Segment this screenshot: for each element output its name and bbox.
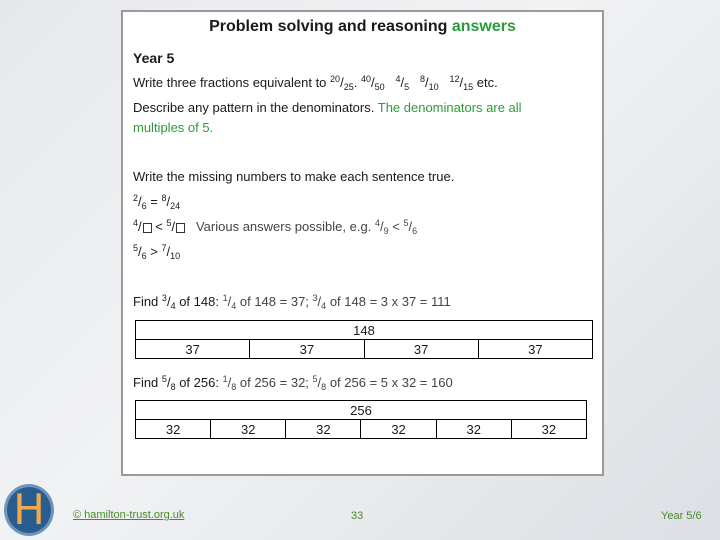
bar-part: 32 bbox=[211, 420, 286, 439]
bar-part: 32 bbox=[511, 420, 586, 439]
bar-part: 37 bbox=[136, 340, 250, 359]
answer-2-line1: The denominators are all bbox=[377, 100, 522, 115]
question-1: Write three fractions equivalent to $^{20}/_{25}$. $^{40}/_{50}$ $^4/_5$ $^8/_{10}$ $^{12}/_{15}$ etc. bbox=[133, 74, 498, 92]
missing-box-1 bbox=[143, 223, 152, 233]
copyright-link[interactable]: © hamilton-trust.org.uk bbox=[73, 509, 185, 521]
page-title: Problem solving and reasoning answers bbox=[209, 18, 516, 35]
bar-model-256 bbox=[135, 400, 587, 439]
bar-total: 256 bbox=[136, 401, 587, 420]
hamilton-logo-icon: H bbox=[4, 484, 54, 536]
year-heading: Year 5 bbox=[133, 50, 175, 66]
question-2: Describe any pattern in the denominators. The denominators are all bbox=[133, 100, 522, 115]
question-5: Find $^5/_8$ of 256: $^1/_8$ of 256 = 32; $^5/_8$ of 256 = 5 x 32 = 160 bbox=[133, 374, 453, 392]
answer-3: Various answers possible, e.g. $^4/_9 < ^5/_6$ bbox=[195, 218, 418, 236]
question-3: Write the missing numbers to make each sentence true. bbox=[133, 169, 455, 184]
worksheet-page bbox=[121, 10, 604, 476]
bar-total: 148 bbox=[136, 321, 593, 340]
title-answers: answers bbox=[451, 18, 516, 35]
question-4: Find $^3/_4$ of 148: $^1/_4$ of 148 = 37; $^3/_4$ of 148 = 3 x 37 = 111 bbox=[133, 293, 451, 311]
bar-part: 32 bbox=[436, 420, 511, 439]
sentence-3: $^5/_6 > ^7/_{10}$ bbox=[133, 243, 181, 261]
page-number: 33 bbox=[351, 510, 364, 522]
answer-2-line2: multiples of 5. bbox=[133, 120, 214, 135]
bar-part: 32 bbox=[136, 420, 211, 439]
sentence-2: $^4$/ < $^5$/ Various answers possible, e.g. $^4/_9 < ^5/_6$ bbox=[133, 218, 418, 236]
missing-box-2 bbox=[176, 223, 185, 233]
bar-model-148 bbox=[135, 320, 593, 359]
bar-part: 37 bbox=[478, 340, 592, 359]
sentence-1: $^2/_6 = ^8/_{24}$ bbox=[133, 193, 181, 211]
bar-part: 37 bbox=[364, 340, 478, 359]
bar-part: 32 bbox=[361, 420, 436, 439]
year-label: Year 5/6 bbox=[661, 510, 702, 522]
bar-part: 37 bbox=[250, 340, 364, 359]
bar-part: 32 bbox=[286, 420, 361, 439]
